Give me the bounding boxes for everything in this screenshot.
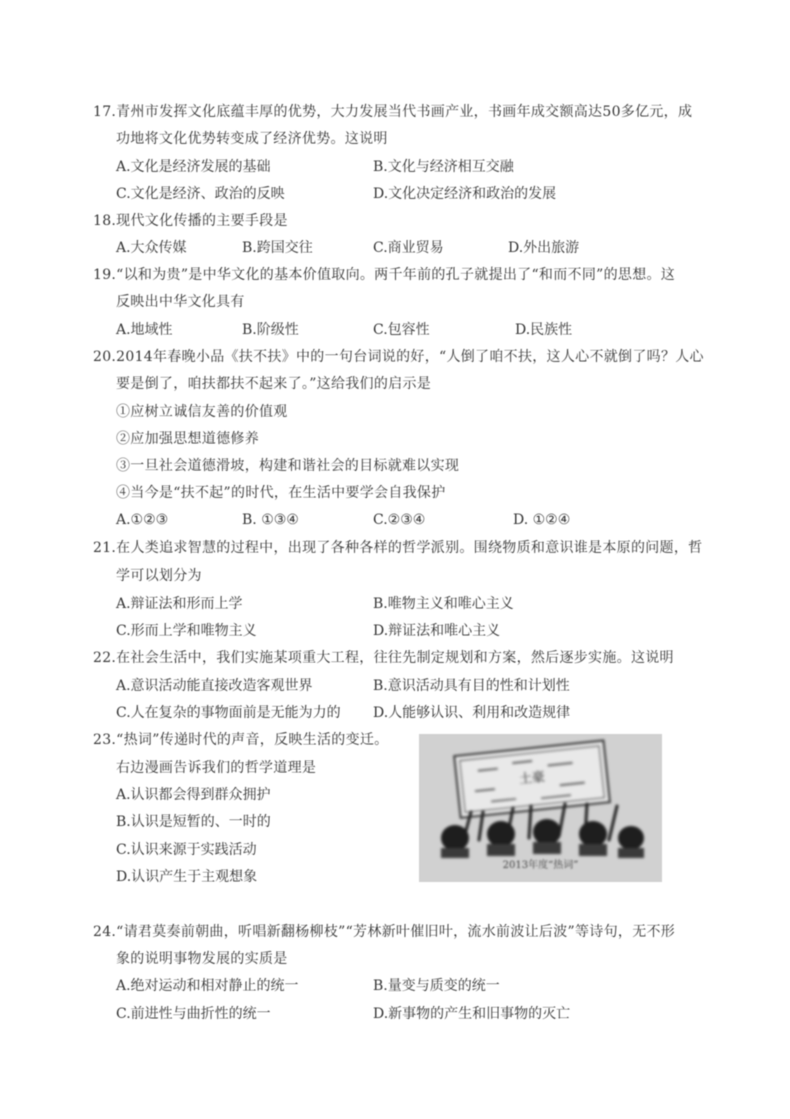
q17-option-b[interactable]: B.文化与经济相互交融: [373, 159, 514, 175]
q19-option-b[interactable]: B.阶级性: [242, 322, 299, 338]
q23-option-c[interactable]: C.认识来源于实践活动: [116, 842, 257, 858]
q17-option-d[interactable]: D.文化决定经济和政治的发展: [373, 186, 557, 202]
sign-center-word: 土豪: [518, 769, 546, 788]
q20-stem-line2: 要是倒了，咱扶都扶不起来了。”这给我们的启示是: [116, 376, 432, 392]
q20-statement-3: ③一旦社会道德滑坡，构建和谐社会的目标就难以实现: [116, 458, 460, 474]
q19-option-d[interactable]: D.民族性: [515, 322, 573, 338]
q20-stem-line1: 20.2014年春晚小品《扶不扶》中的一句台词说的好，“人倒了咱不扶，这人心不就倒了吗？人心: [93, 349, 704, 365]
q24-stem-line2: 象的说明事物发展的实质是: [116, 951, 288, 967]
q18-option-b[interactable]: B.跨国交往: [242, 240, 313, 256]
q19-stem-line2: 反映出中华文化具有: [116, 294, 245, 310]
q21-option-c[interactable]: C.形而上学和唯物主义: [116, 623, 257, 639]
q21-option-b[interactable]: B.唯物主义和唯心主义: [373, 596, 514, 612]
q23-option-b[interactable]: B.认识是短暂的、一时的: [116, 814, 271, 830]
q20-option-c[interactable]: C.②③④: [373, 512, 426, 528]
q23-stem-line1: 23.“热词”传递时代的声音，反映生活的变迁。: [93, 732, 389, 748]
q21-stem-line1: 21.在人类追求智慧的过程中，出现了各种各样的哲学派别。围绕物质和意识谁是本原的问题，哲: [93, 540, 703, 556]
q23-option-d[interactable]: D.认识产生于主观想象: [116, 869, 258, 885]
q17-option-a[interactable]: A.文化是经济发展的基础: [116, 159, 271, 175]
q20-option-a[interactable]: A.①②③: [116, 512, 169, 528]
q19-option-a[interactable]: A.地域性: [116, 322, 173, 338]
q18-option-c[interactable]: C.商业贸易: [373, 240, 444, 256]
q20-option-d[interactable]: D. ①②④: [513, 512, 571, 528]
q22-option-d[interactable]: D.人能够认识、利用和改造规律: [373, 705, 571, 721]
q23-option-a[interactable]: A.认识都会得到群众拥护: [116, 787, 271, 803]
q24-option-d[interactable]: D.新事物的产生和旧事物的灭亡: [373, 1006, 571, 1022]
q17-stem-line2: 功地将文化优势转变成了经济优势。这说明: [116, 131, 388, 147]
cartoon-caption: 2013年度“热词”: [502, 860, 579, 871]
q20-option-b[interactable]: B. ①③④: [242, 512, 299, 528]
q24-stem-line1: 24.“请君莫奏前朝曲，听唱新翻杨柳枝”“芳林新叶催旧叶，流水前波让后波”等诗句，无不形: [93, 924, 676, 940]
q19-option-c[interactable]: C.包容性: [373, 322, 430, 338]
q22-stem: 22.在社会生活中，我们实施某项重大工程，往往先制定规划和方案，然后逐步实施。这说明: [93, 650, 674, 666]
q19-stem-line1: 19.“以和为贵”是中华文化的基本价值取向。两千年前的孔子就提出了“和而不同”的思想。这: [93, 267, 676, 283]
q22-option-b[interactable]: B.意识活动具有目的性和计划性: [373, 678, 570, 694]
hot-words-cartoon-image: [419, 734, 662, 882]
q18-stem: 18.现代文化传播的主要手段是: [93, 213, 288, 229]
q17-option-c[interactable]: C.文化是经济、政治的反映: [116, 186, 285, 202]
q17-stem-line1: 17.青州市发挥文化底蕴丰厚的优势，大力发展当代书画产业，书画年成交额高达50多亿元，成: [93, 104, 693, 120]
q18-option-d[interactable]: D.外出旅游: [508, 240, 580, 256]
q24-option-c[interactable]: C.前进性与曲折性的统一: [116, 1006, 271, 1022]
q20-statement-1: ①应树立诚信友善的价值观: [116, 404, 288, 420]
q21-option-d[interactable]: D.辩证法和唯心主义: [373, 623, 501, 639]
q18-option-a[interactable]: A.大众传媒: [116, 240, 187, 256]
q20-statement-4: ④当今是“扶不起”的时代，在生活中要学会自我保护: [116, 485, 446, 501]
q21-stem-line2: 学可以划分为: [116, 568, 202, 584]
q21-option-a[interactable]: A.辩证法和形而上学: [116, 596, 243, 612]
q23-stem-line2: 右边漫画告诉我们的哲学道理是: [116, 760, 317, 776]
q20-statement-2: ②应加强思想道德修养: [116, 431, 259, 447]
q24-option-b[interactable]: B.量变与质变的统一: [373, 978, 500, 994]
q24-option-a[interactable]: A.绝对运动和相对静止的统一: [116, 978, 299, 994]
q22-option-a[interactable]: A.意识活动能直接改造客观世界: [116, 678, 313, 694]
q22-option-c[interactable]: C.人在复杂的事物面前是无能为力的: [116, 705, 341, 721]
